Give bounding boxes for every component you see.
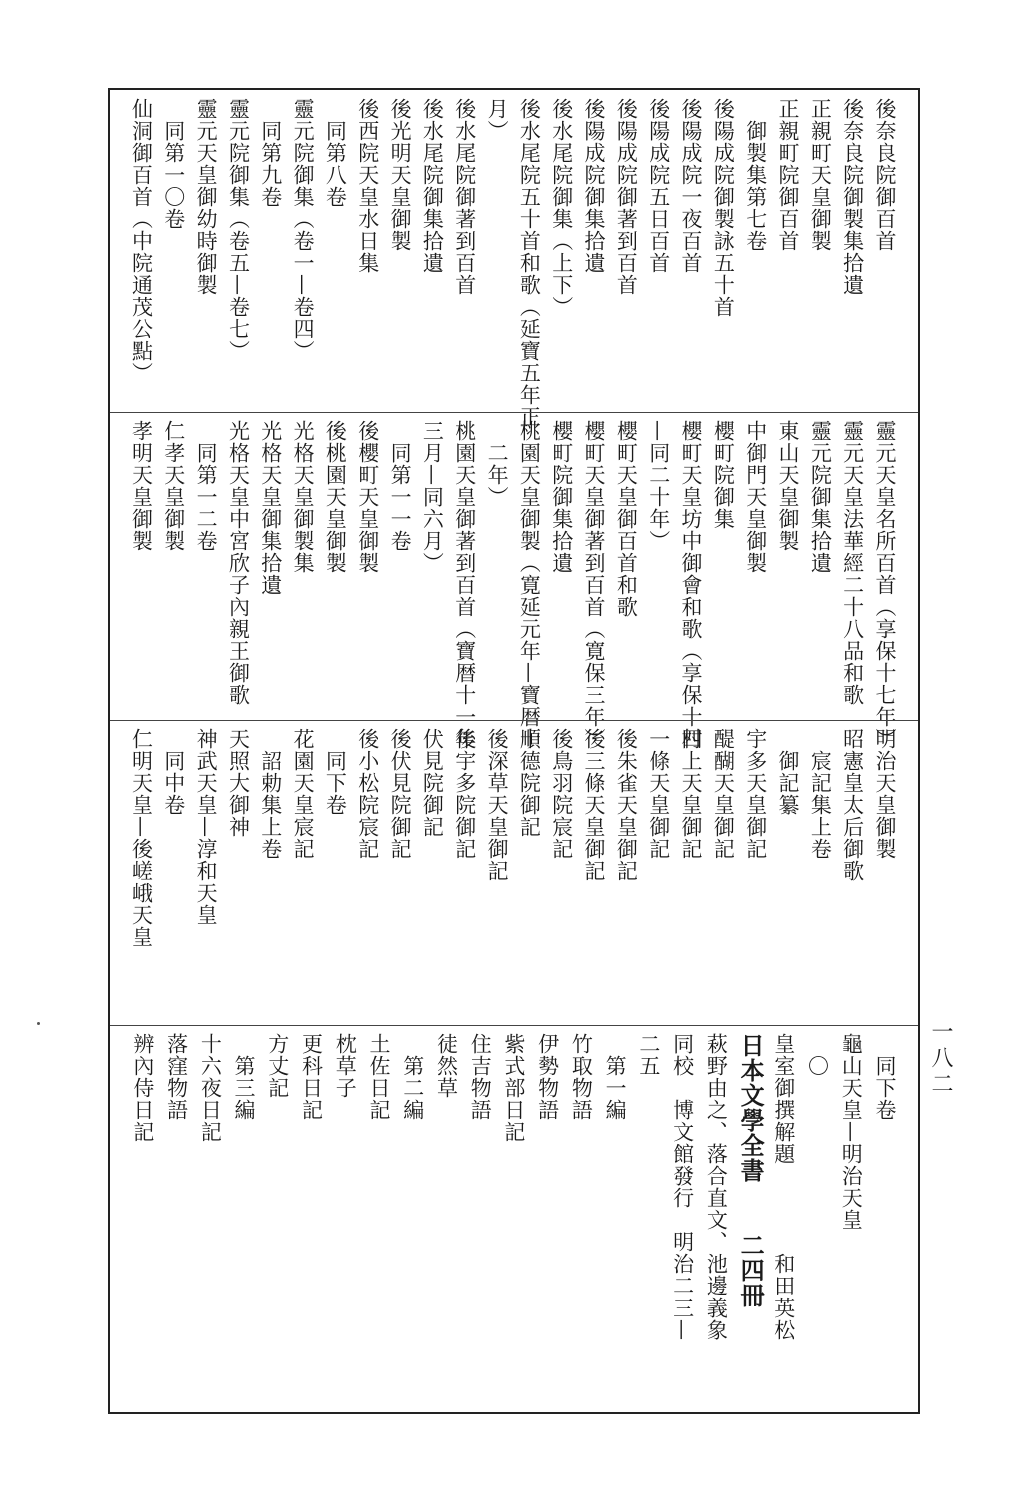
text-line: 〇 — [805, 1055, 830, 1077]
band-3-columns — [124, 720, 900, 1025]
text-line: 昭憲皇太后御歌 — [840, 728, 865, 882]
text-line: 御記纂 — [776, 750, 801, 816]
text-line: 落窪物語 — [164, 1033, 189, 1121]
text-line: 土佐日記 — [366, 1033, 391, 1121]
band-3 — [110, 720, 918, 1025]
text-line: 靈元天皇法華經二十八品和歌 — [840, 420, 865, 706]
text-line: 靈元院御集（卷一—卷四） — [291, 98, 316, 362]
text-line: 靈元院御集（卷五—卷七） — [226, 98, 251, 362]
text-line: 光格天皇中宮欣子內親王御歌 — [226, 420, 251, 706]
text-line: 仁孝天皇御製 — [161, 420, 186, 552]
text-line: 正親町天皇御製 — [808, 98, 833, 252]
text-line: 後奈良院御百首 — [873, 98, 897, 252]
text-line: 同第九卷 — [258, 120, 283, 208]
text-line: 正親町院御百首 — [776, 98, 801, 252]
text-line: 方丈記 — [265, 1033, 290, 1099]
text-line: 第二編 — [400, 1055, 425, 1121]
text-line: 花園天皇宸記 — [291, 728, 316, 860]
band-4-columns — [124, 1025, 900, 1416]
text-line: 中御門天皇御製 — [743, 420, 768, 574]
text-line: 後宇多院御記 — [452, 728, 477, 860]
text-line: 村上天皇御記 — [679, 728, 704, 860]
text-line: 後西院天皇水日集 — [355, 98, 380, 274]
text-line: 仙洞御百首（中院通茂公點） — [129, 98, 154, 384]
page-frame — [108, 88, 920, 1414]
text-line: 光格天皇御集拾遺 — [258, 420, 283, 596]
text-line: 十六夜日記 — [198, 1033, 223, 1143]
text-line: 辨內侍日記 — [130, 1033, 155, 1143]
text-line: 後三條天皇御記 — [582, 728, 607, 882]
text-line: 後小松院宸記 — [355, 728, 380, 860]
text-line: 詔勅集上卷 — [258, 750, 283, 860]
text-line: 桃園天皇御著到百首（寶暦十一年 — [452, 420, 477, 750]
text-line: 神武天皇—淳和天皇 — [194, 728, 219, 926]
text-line: 竹取物語 — [569, 1033, 594, 1121]
text-line: 龜山天皇—明治天皇 — [839, 1033, 864, 1231]
text-line: 後水尾院御著到百首 — [452, 98, 477, 296]
text-line: 後櫻町天皇御製 — [355, 420, 380, 574]
text-line: 後陽成院御製詠五十首 — [711, 98, 736, 318]
speck — [37, 1022, 40, 1025]
text-line: 櫻町天皇御著到百首（寛保三年） — [582, 420, 607, 750]
text-line: 後奈良院御製集拾遺 — [840, 98, 865, 296]
text-line: 後光明天皇御製 — [388, 98, 413, 252]
text-line: 後陽成院御集拾遺 — [582, 98, 607, 274]
text-line: 後陽成院五日百首 — [646, 98, 671, 274]
text-line: 櫻町天皇坊中御會和歌（享保十四 — [679, 420, 704, 750]
text-line: 日本文學全書 二四冊 — [736, 1033, 766, 1308]
text-line: 明治天皇御製 — [873, 728, 897, 860]
text-line: 桃園天皇御製（寛延元年—寶暦十 — [517, 420, 542, 750]
band-2 — [110, 412, 918, 750]
text-line: 後鳥羽院宸記 — [549, 728, 574, 860]
text-line: 光格天皇御製集 — [291, 420, 316, 574]
text-line: 順德院御記 — [517, 728, 542, 838]
text-line: 後水尾院御集（上下） — [549, 98, 574, 318]
band-4 — [110, 1025, 918, 1416]
text-line: 同第八卷 — [323, 120, 348, 208]
text-line: 同第一二卷 — [194, 442, 219, 552]
text-line: 皇室御撰解題 和田英松 — [771, 1033, 796, 1341]
text-line: 萩野由之、落合直文、池邊義象 — [704, 1033, 729, 1341]
text-line: 第三編 — [232, 1055, 257, 1121]
text-line: 徒然草 — [434, 1033, 459, 1099]
text-line: 天照大御神 — [226, 728, 251, 838]
text-line: 伊勢物語 — [535, 1033, 560, 1121]
text-line: 櫻町院御集 — [711, 420, 736, 530]
text-line: 後桃園天皇御製 — [323, 420, 348, 574]
text-line: 靈元天皇名所百首（享保十七年） — [873, 420, 897, 750]
text-line: 同中卷 — [161, 750, 186, 816]
text-line: 伏見院御記 — [420, 728, 445, 838]
text-line: 枕草子 — [333, 1033, 358, 1099]
page-number: 一八二 — [928, 1020, 953, 1098]
text-line: 櫻町天皇御百首和歌 — [614, 420, 639, 618]
text-line: 後深草天皇御記 — [485, 728, 510, 882]
text-line: 後水尾院御集拾遺 — [420, 98, 445, 274]
text-line: 櫻町院御集拾遺 — [549, 420, 574, 574]
text-line: 孝明天皇御製 — [129, 420, 154, 552]
text-line: 同第一〇卷 — [161, 120, 186, 230]
text-line: 同校 博文館發行 明治二三— — [670, 1033, 695, 1341]
text-line: 御製集第七卷 — [743, 120, 768, 252]
text-line: 靈元天皇御幼時御製 — [194, 98, 219, 296]
text-line: 後水尾院五十首和歌（延寶五年正 — [517, 98, 542, 428]
text-line: 東山天皇御製 — [776, 420, 801, 552]
text-line: 更科日記 — [299, 1033, 324, 1121]
text-line: 同下卷 — [323, 750, 348, 816]
text-line: 宸記集上卷 — [808, 750, 833, 860]
text-line: 二五 — [636, 1033, 661, 1077]
text-line: 第一編 — [603, 1055, 628, 1121]
text-line: 後陽成院御著到百首 — [614, 98, 639, 296]
text-line: 醍醐天皇御記 — [711, 728, 736, 860]
text-line: 後伏見院御記 — [388, 728, 413, 860]
text-line: 同第一一卷 — [388, 442, 413, 552]
text-line: 後陽成院一夜百首 — [679, 98, 704, 274]
text-line: 後朱雀天皇御記 — [614, 728, 639, 882]
text-line: 靈元院御集拾遺 — [808, 420, 833, 574]
text-line: —同二十年） — [646, 420, 671, 552]
text-line: 仁明天皇—後嵯峨天皇 — [129, 728, 154, 948]
text-line: 一條天皇御記 — [646, 728, 671, 860]
band-1 — [110, 90, 918, 428]
band-1-columns — [124, 90, 900, 428]
text-line: 月） — [485, 98, 510, 142]
text-line: 住吉物語 — [468, 1033, 493, 1121]
band-2-columns — [124, 412, 900, 750]
text-line: 三月—同六月） — [420, 420, 445, 574]
text-line: 宇多天皇御記 — [743, 728, 768, 860]
text-line: 同下卷 — [873, 1055, 897, 1121]
text-line: 紫式部日記 — [501, 1033, 526, 1143]
text-line: 二年） — [485, 442, 510, 508]
